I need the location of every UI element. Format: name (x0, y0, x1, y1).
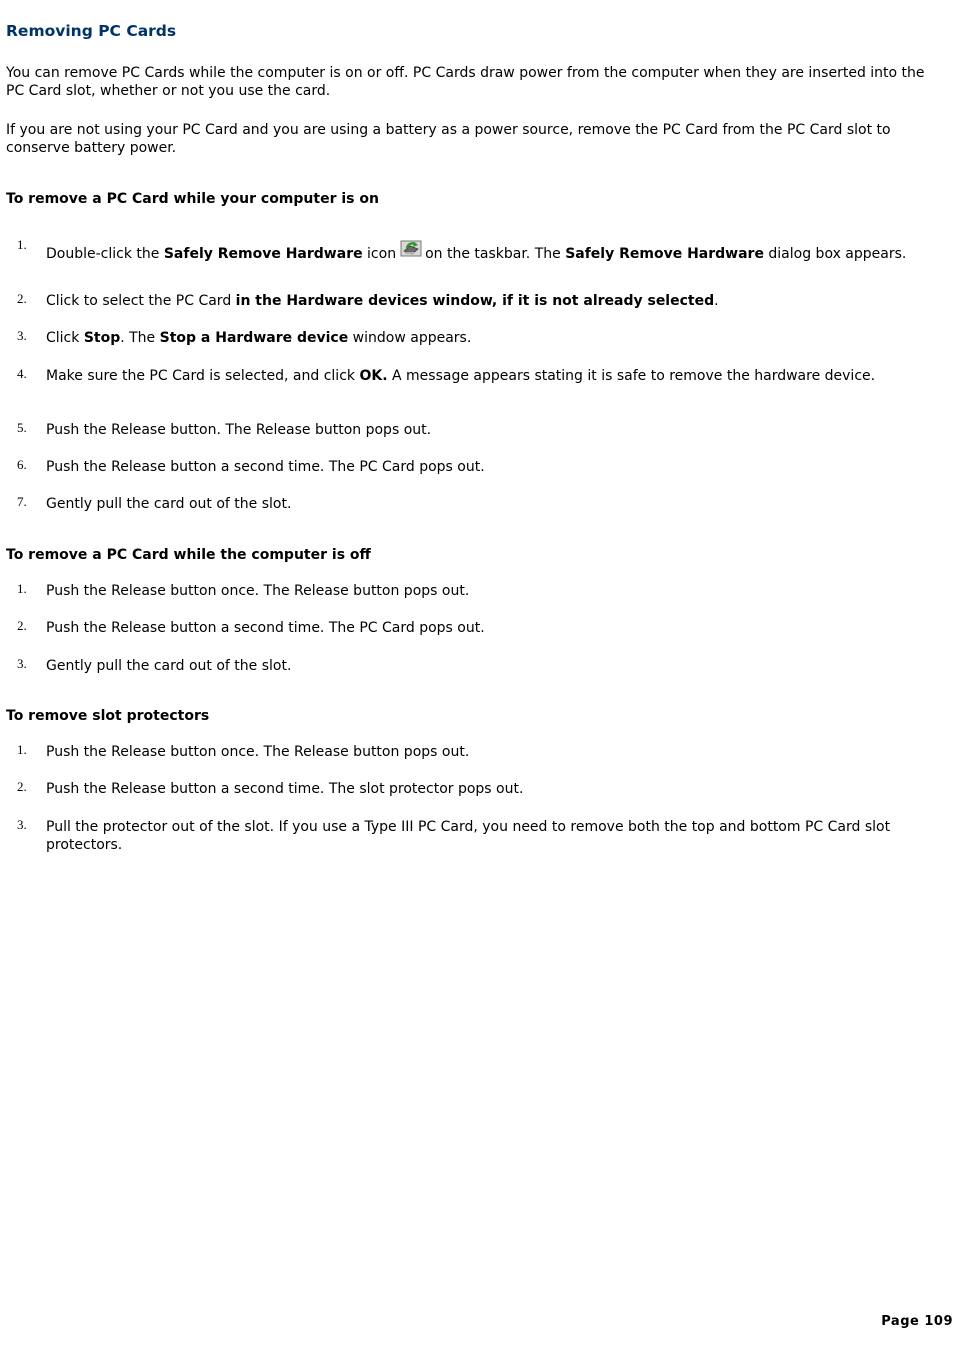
step-text: Click to select the PC Card in the Hardware devices window, if it is not already selected. (46, 293, 719, 309)
intro-paragraph-1: You can remove PC Cards while the computer is on or off. PC Cards draw power from the computer when they are inserted into the PC Card slot, whether or not you use the card. (6, 65, 925, 99)
page-title: Removing PC Cards (6, 22, 177, 40)
step-text: Push the Release button a second time. The PC Card pops out. (46, 459, 485, 475)
step-number: 1. (17, 581, 27, 596)
step-text: Push the Release button a second time. The slot protector pops out. (46, 781, 524, 797)
section-heading-computer-on: To remove a PC Card while your computer is on (6, 191, 379, 207)
step-number: 7. (17, 494, 27, 509)
section-heading-computer-off: To remove a PC Card while the computer is off (6, 547, 371, 563)
page-number: Page 109 (881, 1314, 953, 1329)
step-text: Push the Release button a second time. The PC Card pops out. (46, 620, 485, 636)
step-number: 5. (17, 420, 27, 435)
step-text: Gently pull the card out of the slot. (46, 496, 292, 512)
step-number: 2. (17, 618, 27, 633)
intro-paragraph-2: If you are not using your PC Card and you are using a battery as a power source, remove the PC Card from the PC Card slot to conserve battery power. (6, 122, 891, 156)
step-number: 1. (17, 742, 27, 757)
step-number: 2. (17, 779, 27, 794)
step-number: 1. (17, 237, 27, 252)
safely-remove-hardware-icon (400, 238, 424, 260)
step-number: 3. (17, 817, 27, 832)
step-text: Push the Release button once. The Release button pops out. (46, 744, 470, 760)
step-number: 2. (17, 291, 27, 306)
step-text: Gently pull the card out of the slot. (46, 658, 292, 674)
step-number: 3. (17, 656, 27, 671)
step-number: 3. (17, 328, 27, 343)
step-text: Double-click the Safely Remove Hardware icon on the taskbar. The Safely Remove Hardware dialog box appears. (46, 238, 926, 263)
section-heading-slot-protectors: To remove slot protectors (6, 708, 210, 724)
step-number: 6. (17, 457, 27, 472)
step-text: Click Stop. The Stop a Hardware device window appears. (46, 330, 472, 346)
step-number: 4. (17, 366, 27, 381)
step-text: Pull the protector out of the slot. If you use a Type III PC Card, you need to remove both the top and bottom PC Card slot protectors. (46, 819, 891, 853)
step-text: Push the Release button. The Release button pops out. (46, 422, 432, 438)
step-text: Make sure the PC Card is selected, and click OK. A message appears stating it is safe to remove the hardware device. (46, 368, 876, 384)
step-text: Push the Release button once. The Release button pops out. (46, 583, 470, 599)
